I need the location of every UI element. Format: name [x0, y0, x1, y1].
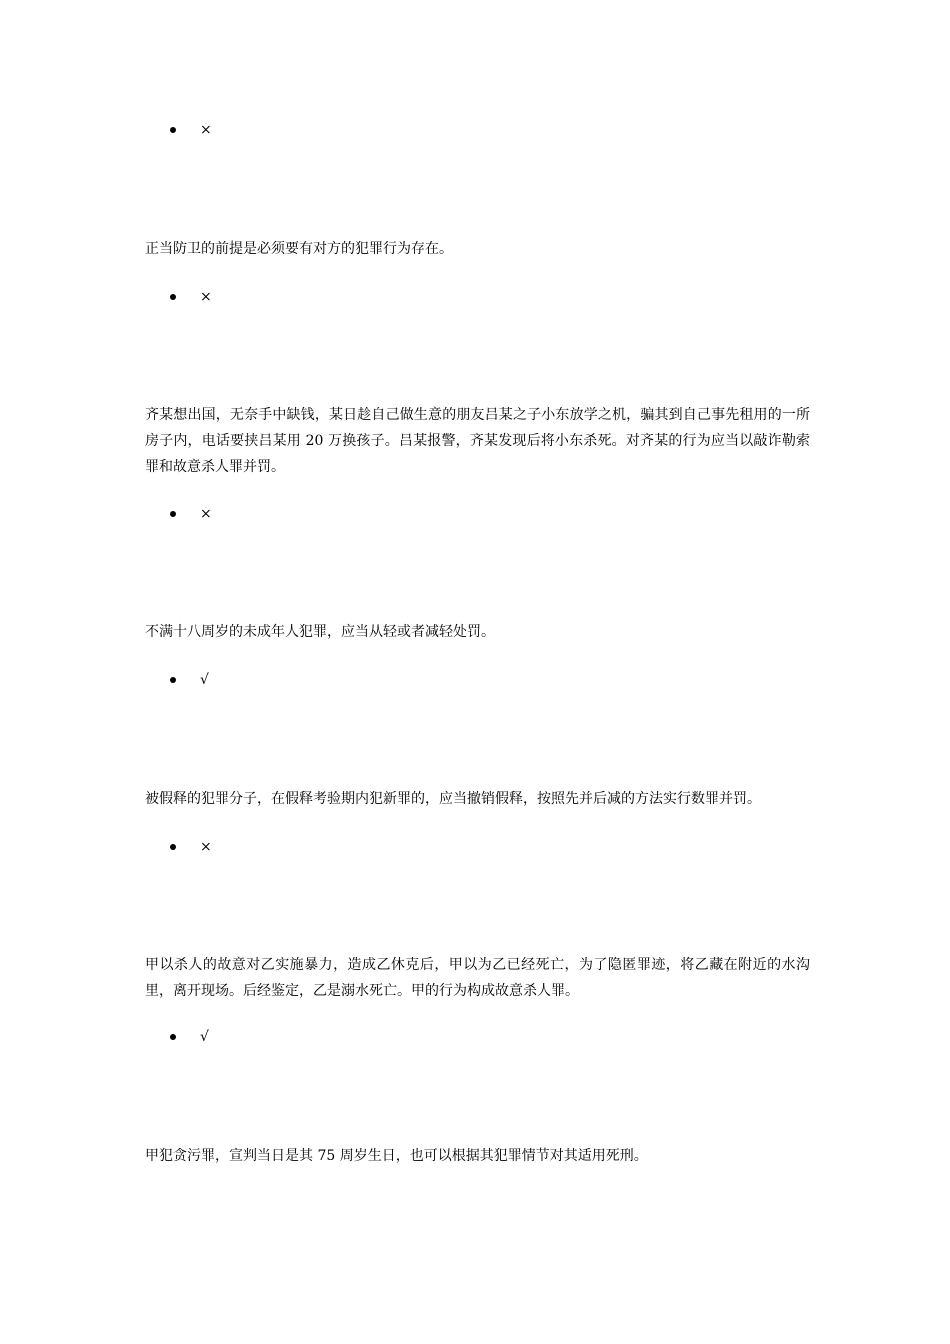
bullet-dot-icon	[170, 677, 176, 683]
bullet-dot-icon	[170, 294, 176, 300]
bullet-dot-icon	[170, 511, 176, 517]
bullet-dot-icon	[170, 1034, 176, 1040]
question-text: 正当防卫的前提是必须要有对方的犯罪行为存在。	[145, 241, 453, 257]
answer-mark: ×	[200, 839, 212, 855]
question-text: 甲犯贪污罪，宣判当日是其 75 周岁生日，也可以根据其犯罪情节对其适用死刑。	[145, 1148, 648, 1164]
answer-bullet	[170, 836, 212, 858]
bullet-dot-icon	[170, 127, 176, 133]
answer-mark: ×	[200, 506, 212, 522]
answer-mark: √	[200, 1029, 209, 1045]
bullet-dot-icon	[170, 844, 176, 850]
answer-bullet	[170, 503, 212, 525]
answer-bullet	[170, 119, 212, 141]
question-text: 被假释的犯罪分子，在假释考验期内犯新罪的，应当撤销假释，按照先并后减的方法实行数罪并罚。	[145, 791, 761, 807]
answer-mark: ×	[200, 122, 212, 138]
answer-bullet	[170, 669, 209, 691]
answer-mark: ×	[200, 289, 212, 305]
question-text: 不满十八周岁的未成年人犯罪，应当从轻或者减轻处罚。	[145, 624, 495, 640]
question-text: 甲以杀人的故意对乙实施暴力，造成乙休克后，甲以为乙已经死亡，为了隐匿罪迹，将乙藏在附近的水沟里，离开现场。后经鉴定，乙是溺水死亡。甲的行为构成故意杀人罪。	[145, 957, 810, 999]
question-text: 齐某想出国，无奈手中缺钱，某日趁自己做生意的朋友吕某之子小东放学之机，骗其到自己事先租用的一所房子内，电话要挟吕某用 20 万换孩子。吕某报警，齐某发现后将小东杀死。对齐某的行为应当以敲诈勒索罪和故意杀人罪并罚。	[145, 407, 810, 475]
answer-bullet	[170, 286, 212, 308]
answer-bullet	[170, 1026, 209, 1048]
answer-mark: √	[200, 672, 209, 688]
